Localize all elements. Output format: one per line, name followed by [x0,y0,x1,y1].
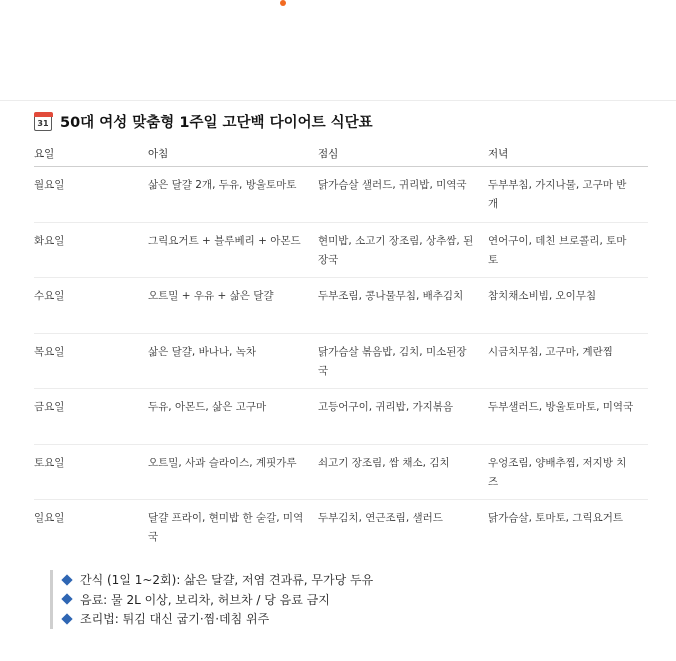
meal-plan-table [34,140,648,555]
dinner-cell: 시금치무침, 고구마, 계란찜 [488,333,648,389]
blue-diamond-icon [61,594,72,605]
breakfast-cell: 그릭요거트 + 블루베리 + 아몬드 [148,222,318,278]
blue-diamond-icon [61,574,72,585]
dinner-cell: 우엉조림, 양배추찜, 저지방 치즈 [488,444,648,500]
calendar-icon-date: 31 [37,118,49,128]
day-cell: 화요일 [34,222,148,278]
breakfast-cell: 삶은 달걀 2개, 두유, 방울토마토 [148,167,318,223]
breakfast-cell: 삶은 달걀, 바나나, 녹차 [148,333,318,389]
day-cell: 금요일 [34,389,148,445]
column-header-dinner: 저녁 [488,140,648,167]
day-cell: 일요일 [34,512,65,524]
lunch-cell: 닭가슴살 볶음밥, 김치, 미소된장국 [318,333,488,389]
table-row [34,222,648,278]
table-row [34,389,648,445]
drink-note: 음료: 물 2L 이상, 보리차, 허브차 / 당 음료 금지 [80,592,330,607]
status-dot [280,0,286,6]
cooking-note: 조리법: 튀김 대신 굽기·찜·데침 위주 [80,612,270,627]
day-cell: 토요일 [34,444,148,500]
divider [0,100,676,101]
lunch-cell: 현미밥, 소고기 장조림, 상추쌈, 된장국 [318,222,488,278]
column-header-breakfast: 아침 [148,140,318,167]
dinner-cell: 두부부침, 가지나물, 고구마 반 개 [488,167,648,223]
breakfast-cell: 두유, 아몬드, 삶은 고구마 [148,389,318,445]
snack-note: 간식 (1일 1~2회): 삶은 달걀, 저염 견과류, 무가당 두유 [80,573,374,588]
page-title [34,111,373,132]
column-header-lunch: 점심 [318,140,488,167]
dinner-cell: 두부샐러드, 방울토마토, 미역국 [488,389,648,445]
list-item [59,590,619,610]
breakfast-cell: 오트밀, 사과 슬라이스, 계핏가루 [148,444,318,500]
lunch-cell: 쇠고기 장조림, 쌈 채소, 김치 [318,444,488,500]
list-item [59,570,619,590]
dinner-cell: 연어구이, 데친 브로콜리, 토마토 [488,222,648,278]
blue-diamond-icon [61,613,72,624]
breakfast-cell: 오트밀 + 우유 + 삶은 달걀 [148,278,318,334]
dinner-cell: 참치채소비빔, 오이무침 [488,278,648,334]
dinner-cell: 닭가슴살, 토마토, 그릭요거트 [488,512,624,524]
calendar-icon [34,113,52,131]
lunch-cell: 닭가슴살 샐러드, 귀리밥, 미역국 [318,167,488,223]
table-row [34,444,648,500]
column-header-day: 요일 [34,140,148,167]
day-cell: 월요일 [34,167,148,223]
page-title-text: 50대 여성 맞춤형 1주일 고단백 다이어트 식단표 [60,115,373,131]
day-cell: 수요일 [34,278,148,334]
lunch-cell: 두부김치, 연근조림, 샐러드 [318,512,443,524]
breakfast-cell: 달걀 프라이, 현미밥 한 숟갈, 미역국 [148,512,304,543]
table-row [34,278,648,334]
table-header-row [34,140,648,167]
day-cell: 목요일 [34,333,148,389]
list-item [59,609,619,629]
lunch-cell: 고등어구이, 귀리밥, 가지볶음 [318,389,488,445]
table-row [34,333,648,389]
lunch-cell: 두부조림, 콩나물무침, 배추김치 [318,278,488,334]
tips-blockquote [50,570,619,629]
table-row [34,167,648,223]
table-row [34,500,648,556]
